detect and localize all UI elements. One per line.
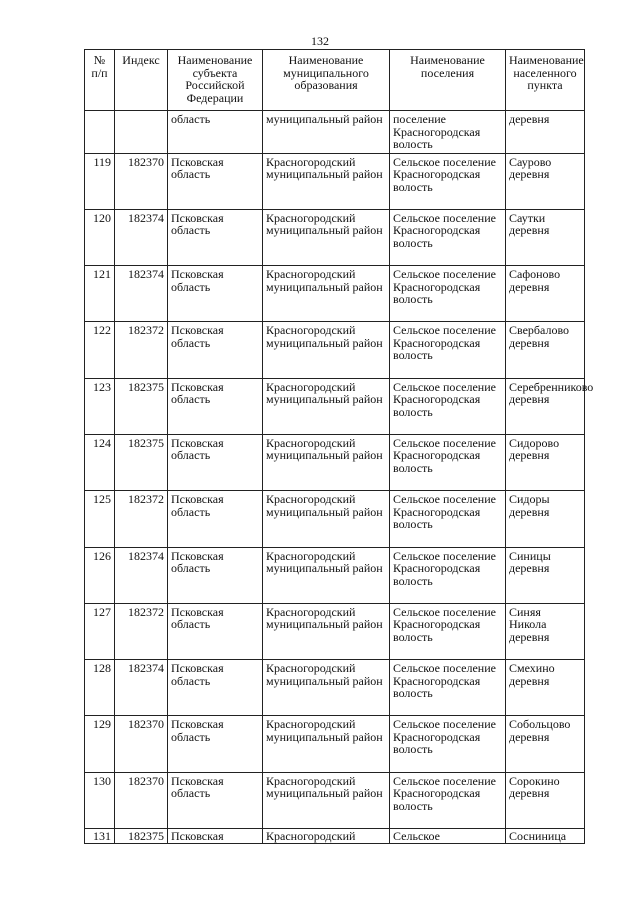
- cell-num: [85, 111, 115, 154]
- cell-locality: Саутки деревня: [506, 209, 585, 265]
- cell-index: 182372: [115, 322, 168, 378]
- cell-index: 182370: [115, 772, 168, 828]
- cell-locality: Сидорово деревня: [506, 434, 585, 490]
- cell-index: 182374: [115, 209, 168, 265]
- cell-settlement: Сельское поселение Красногородская волость: [390, 378, 506, 434]
- cell-subject: Псковская область: [168, 660, 263, 716]
- header-subject: Наименование субъекта Российской Федерации: [168, 50, 263, 111]
- table-row: [85, 772, 585, 828]
- table-row: [85, 266, 585, 322]
- cell-subject: Псковская область: [168, 603, 263, 659]
- table-row: [85, 153, 585, 209]
- cell-locality: Сафоново деревня: [506, 266, 585, 322]
- cell-settlement: Сельское поселение Красногородская волость: [390, 547, 506, 603]
- table-row: [85, 603, 585, 659]
- cell-num: 121: [85, 266, 115, 322]
- cell-num: 124: [85, 434, 115, 490]
- table-row: [85, 322, 585, 378]
- cell-locality: Серебренниково деревня: [506, 378, 585, 434]
- cell-index: 182374: [115, 266, 168, 322]
- header-num: № п/п: [85, 50, 115, 111]
- cell-index: [115, 111, 168, 154]
- cell-settlement: Сельское поселение Красногородская волость: [390, 434, 506, 490]
- cell-subject: область: [168, 111, 263, 154]
- cell-index: 182374: [115, 547, 168, 603]
- cell-subject: Псковская область: [168, 716, 263, 772]
- table-row: [85, 660, 585, 716]
- cell-index: 182375: [115, 829, 168, 844]
- cell-locality: Синяя Никола деревня: [506, 603, 585, 659]
- cell-settlement: поселение Красногородская волость: [390, 111, 506, 154]
- cell-municipality: Красногородский муниципальный район: [263, 603, 390, 659]
- cell-subject: Псковская область: [168, 547, 263, 603]
- cell-municipality: Красногородский муниципальный район: [263, 378, 390, 434]
- cell-num: 130: [85, 772, 115, 828]
- cell-index: 182372: [115, 603, 168, 659]
- table-row: [85, 434, 585, 490]
- cell-num: 122: [85, 322, 115, 378]
- cell-locality: Собольцово деревня: [506, 716, 585, 772]
- table-row: [85, 209, 585, 265]
- cell-index: 182370: [115, 716, 168, 772]
- cell-subject: Псковская: [168, 829, 263, 844]
- cell-num: 129: [85, 716, 115, 772]
- header-settlement: Наименование поселения: [390, 50, 506, 111]
- cell-locality: Свербалово деревня: [506, 322, 585, 378]
- cell-num: 125: [85, 491, 115, 547]
- cell-subject: Псковская область: [168, 434, 263, 490]
- cell-subject: Псковская область: [168, 491, 263, 547]
- cell-num: 123: [85, 378, 115, 434]
- cell-index: 182375: [115, 378, 168, 434]
- cell-settlement: Сельское: [390, 829, 506, 844]
- cell-settlement: Сельское поселение Красногородская волость: [390, 772, 506, 828]
- cell-index: 182375: [115, 434, 168, 490]
- cell-num: 126: [85, 547, 115, 603]
- cell-index: 182372: [115, 491, 168, 547]
- cell-municipality: Красногородский муниципальный район: [263, 322, 390, 378]
- cell-locality: Сидоры деревня: [506, 491, 585, 547]
- cell-locality: Смехино деревня: [506, 660, 585, 716]
- header-municipality: Наименование муниципального образования: [263, 50, 390, 111]
- cell-municipality: Красногородский муниципальный район: [263, 716, 390, 772]
- cell-settlement: Сельское поселение Красногородская волость: [390, 660, 506, 716]
- cell-subject: Псковская область: [168, 209, 263, 265]
- cell-municipality: Красногородский муниципальный район: [263, 547, 390, 603]
- cell-subject: Псковская область: [168, 322, 263, 378]
- cell-settlement: Сельское поселение Красногородская волость: [390, 209, 506, 265]
- table-row: [85, 547, 585, 603]
- cell-locality: Сосниница: [506, 829, 585, 844]
- cell-settlement: Сельское поселение Красногородская волость: [390, 322, 506, 378]
- cell-subject: Псковская область: [168, 153, 263, 209]
- cell-subject: Псковская область: [168, 772, 263, 828]
- cell-subject: Псковская область: [168, 378, 263, 434]
- cell-municipality: Красногородский муниципальный район: [263, 491, 390, 547]
- cell-num: 120: [85, 209, 115, 265]
- cell-index: 182370: [115, 153, 168, 209]
- table-row: [85, 716, 585, 772]
- table-row: [85, 378, 585, 434]
- cell-num: 119: [85, 153, 115, 209]
- cell-municipality: Красногородский муниципальный район: [263, 153, 390, 209]
- cell-settlement: Сельское поселение Красногородская волость: [390, 491, 506, 547]
- continuation-row: [85, 111, 585, 154]
- cell-municipality: Красногородский: [263, 829, 390, 844]
- cell-num: 128: [85, 660, 115, 716]
- cell-index: 182374: [115, 660, 168, 716]
- cell-municipality: муниципальный район: [263, 111, 390, 154]
- cell-locality: деревня: [506, 111, 585, 154]
- table-header-row: [85, 50, 585, 111]
- header-index: Индекс: [115, 50, 168, 111]
- table-row: [85, 491, 585, 547]
- cell-settlement: Сельское поселение Красногородская волость: [390, 153, 506, 209]
- cell-settlement: Сельское поселение Красногородская волость: [390, 266, 506, 322]
- cell-municipality: Красногородский муниципальный район: [263, 660, 390, 716]
- cell-locality: Синицы деревня: [506, 547, 585, 603]
- cell-locality: Сорокино деревня: [506, 772, 585, 828]
- cell-settlement: Сельское поселение Красногородская волость: [390, 603, 506, 659]
- partial-last-row: [85, 829, 585, 844]
- cell-num: 127: [85, 603, 115, 659]
- cell-municipality: Красногородский муниципальный район: [263, 434, 390, 490]
- cell-settlement: Сельское поселение Красногородская волость: [390, 716, 506, 772]
- cell-municipality: Красногородский муниципальный район: [263, 209, 390, 265]
- page-number: 132: [311, 34, 329, 48]
- settlements-table: [84, 49, 594, 844]
- cell-municipality: Красногородский муниципальный район: [263, 772, 390, 828]
- cell-subject: Псковская область: [168, 266, 263, 322]
- cell-num: 131: [85, 829, 115, 844]
- header-locality: Наименование населенного пункта: [506, 50, 585, 111]
- cell-locality: Саурово деревня: [506, 153, 585, 209]
- cell-municipality: Красногородский муниципальный район: [263, 266, 390, 322]
